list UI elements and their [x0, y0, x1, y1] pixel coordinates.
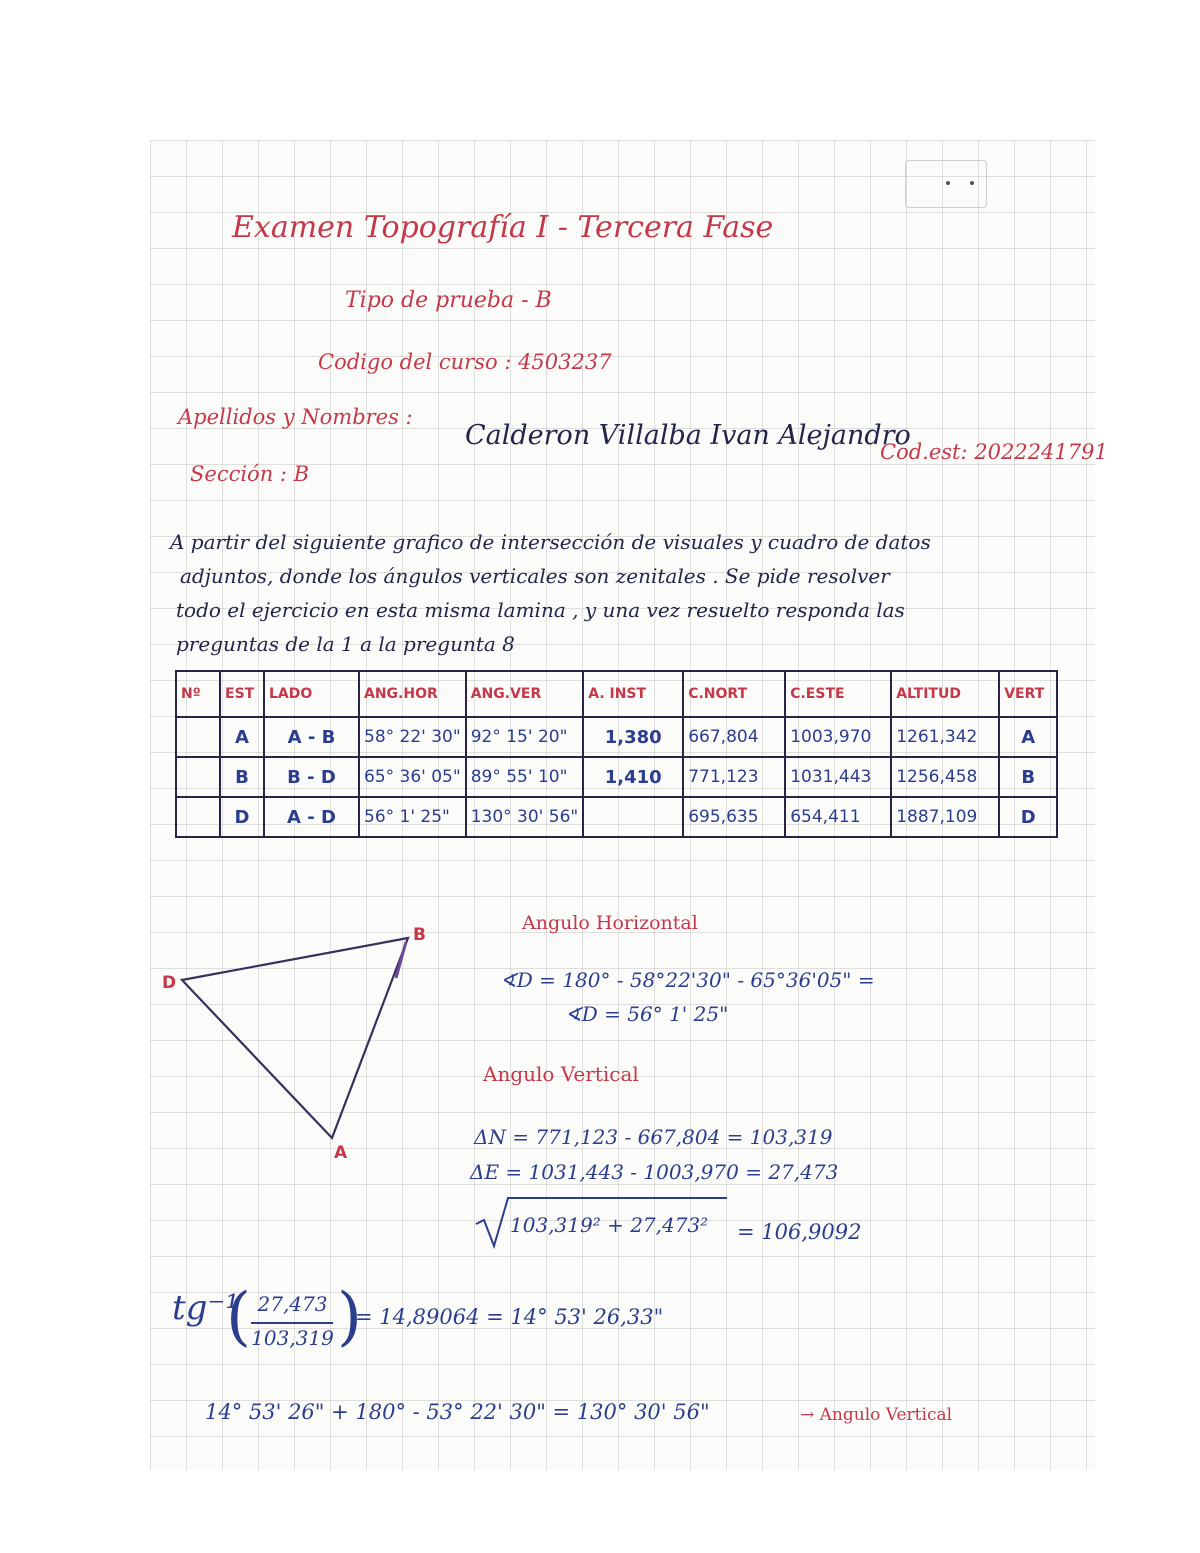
header-vert: VERT: [999, 671, 1057, 717]
cell-ang-hor: 65° 36' 05": [359, 757, 466, 797]
cell-c-este: 1003,970: [785, 717, 891, 757]
cell-a-inst: [583, 797, 683, 837]
final-arrow-label: → Angulo Vertical: [800, 1405, 953, 1425]
table-row: [176, 797, 1057, 837]
cell-altitud: 1256,458: [891, 757, 999, 797]
header-ang-ver: ANG.VER: [466, 671, 584, 717]
cell-lado: A - D: [264, 797, 359, 837]
cell-ang-ver: 89° 55' 10": [466, 757, 584, 797]
header-lado: LADO: [264, 671, 359, 717]
header-c-este: C.ESTE: [785, 671, 891, 717]
horizontal-angle-line-2: ∢D = 56° 1' 25": [565, 1002, 729, 1026]
cell-c-nort: 695,635: [683, 797, 785, 837]
cell-est: A: [220, 717, 264, 757]
vertex-b-label: B: [413, 925, 426, 945]
cell-c-este: 654,411: [785, 797, 891, 837]
cell-lado: B - D: [264, 757, 359, 797]
triangle-side-mark: [396, 942, 406, 978]
cell-vert: A: [999, 717, 1057, 757]
exam-title: Examen Topografía I - Tercera Fase: [232, 210, 774, 245]
arctangent-result: = 14,89064 = 14° 53' 26,33": [355, 1305, 664, 1329]
cell-vert: B: [999, 757, 1057, 797]
instruction-line-1: A partir del siguiente grafico de intersección de visuales y cuadro de datos: [170, 530, 931, 554]
cell-altitud: 1261,342: [891, 717, 999, 757]
header-no: Nº: [176, 671, 220, 717]
cell-est: B: [220, 757, 264, 797]
fraction: [245, 1290, 340, 1358]
student-code: Cod.est: 2022241791: [880, 440, 1108, 464]
close-paren-icon: ): [337, 1280, 362, 1354]
vertical-angle-title: Angulo Vertical: [483, 1062, 639, 1086]
fraction-bar: [251, 1322, 333, 1324]
final-expression: 14° 53' 26" + 180° - 53° 22' 30" = 130° 30' 56": [205, 1400, 710, 1424]
instruction-line-3: todo el ejercicio en esta misma lamina , y una vez resuelto responda las: [176, 598, 905, 622]
instruction-line-4: preguntas de la 1 a la pregunta 8: [176, 632, 515, 656]
page-corner-box: [905, 160, 987, 208]
cell-est: D: [220, 797, 264, 837]
names-label: Apellidos y Nombres :: [178, 405, 413, 429]
delta-east-line: ΔE = 1031,443 - 1003,970 = 27,473: [470, 1160, 839, 1184]
horizontal-angle-line-1: ∢D = 180° - 58°22'30" - 65°36'05" =: [500, 968, 875, 992]
cell-a-inst: 1,380: [583, 717, 683, 757]
cell-vert: D: [999, 797, 1057, 837]
cell-no: [176, 797, 220, 837]
cell-ang-ver: 130° 30' 56": [466, 797, 584, 837]
sqrt-result: = 106,9092: [737, 1220, 862, 1244]
header-ang-hor: ANG.HOR: [359, 671, 466, 717]
header-altitud: ALTITUD: [891, 671, 999, 717]
cell-altitud: 1887,109: [891, 797, 999, 837]
student-name: Calderon Villalba Ivan Alejandro: [465, 420, 911, 451]
table-row: [176, 757, 1057, 797]
cell-c-nort: 667,804: [683, 717, 785, 757]
dot-icon: [970, 181, 974, 185]
open-paren-icon: (: [226, 1280, 251, 1354]
dot-icon: [946, 181, 950, 185]
table-header-row: [176, 671, 1057, 717]
cell-c-este: 1031,443: [785, 757, 891, 797]
cell-ang-hor: 58° 22' 30": [359, 717, 466, 757]
sqrt-expression: 103,319² + 27,473²: [510, 1213, 709, 1237]
instruction-line-2: adjuntos, donde los ángulos verticales son zenitales . Se pide resolver: [180, 564, 890, 588]
vertex-d-label: D: [162, 973, 177, 993]
horizontal-angle-title: Angulo Horizontal: [522, 912, 698, 934]
cell-no: [176, 717, 220, 757]
cell-c-nort: 771,123: [683, 757, 785, 797]
fraction-denominator: 103,319: [251, 1326, 334, 1350]
test-type: Tipo de prueba - B: [345, 288, 552, 313]
triangle-shape: [182, 938, 408, 1138]
data-table: [175, 670, 1058, 838]
section-label: Sección : B: [190, 462, 310, 486]
tg-label: tg⁻¹: [172, 1288, 240, 1328]
cell-lado: A - B: [264, 717, 359, 757]
cell-ang-ver: 92° 15' 20": [466, 717, 584, 757]
vertex-a-label: A: [334, 1143, 348, 1163]
header-c-nort: C.NORT: [683, 671, 785, 717]
triangle-diagram: [160, 920, 440, 1170]
cell-ang-hor: 56° 1' 25": [359, 797, 466, 837]
cell-no: [176, 757, 220, 797]
fraction-numerator: 27,473: [257, 1292, 328, 1316]
cell-a-inst: 1,410: [583, 757, 683, 797]
course-code: Codigo del curso : 4503237: [318, 350, 612, 374]
delta-north-line: ΔN = 771,123 - 667,804 = 103,319: [474, 1125, 833, 1149]
header-a-inst: A. INST: [583, 671, 683, 717]
table-row: [176, 717, 1057, 757]
header-est: EST: [220, 671, 264, 717]
